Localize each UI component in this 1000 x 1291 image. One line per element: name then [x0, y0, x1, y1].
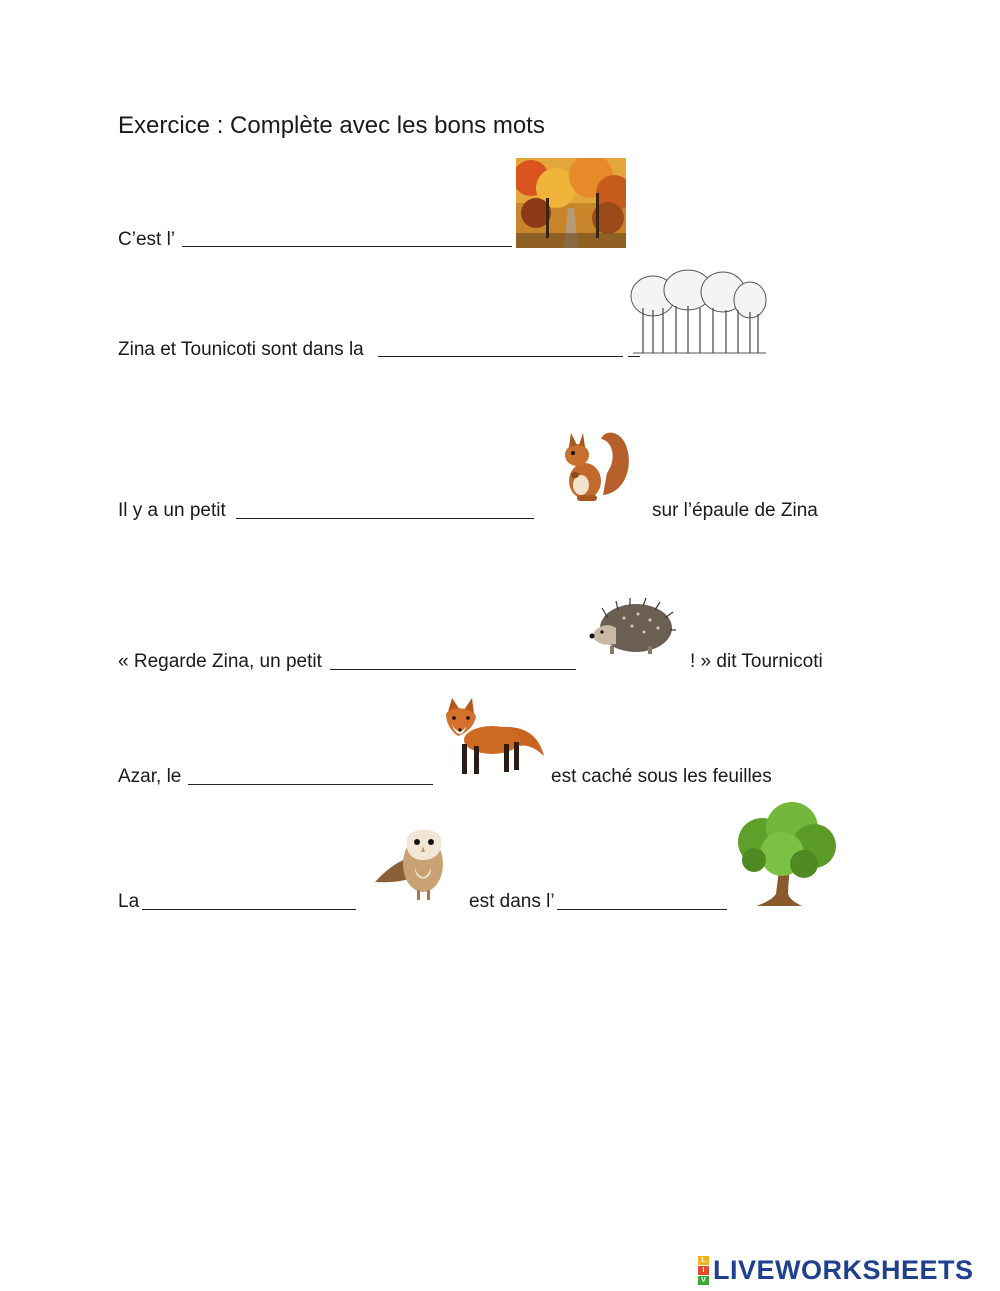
owl-icon	[373, 822, 451, 902]
line-5-after: est caché sous les feuilles	[551, 766, 772, 787]
blank-5[interactable]	[188, 784, 433, 785]
fox-icon	[440, 698, 545, 780]
blank-1[interactable]	[182, 246, 512, 247]
hedgehog-icon	[588, 598, 676, 658]
line-4-after: ! » dit Tournicoti	[690, 651, 823, 672]
exercise-title: Exercice : Complète avec les bons mots	[118, 112, 545, 139]
line-1-text: C’est l’	[118, 229, 176, 250]
line-6-middle: est dans l’	[469, 891, 555, 912]
liveworksheets-logo	[698, 1255, 974, 1285]
autumn-forest-photo-icon	[516, 158, 626, 248]
tree-icon	[732, 802, 840, 910]
blank-4[interactable]	[330, 669, 576, 670]
forest-sketch-icon	[628, 268, 768, 356]
blank-6b[interactable]	[557, 909, 727, 910]
blank-3[interactable]	[236, 518, 534, 519]
blank-2[interactable]	[378, 356, 623, 357]
logo-blocks-icon	[698, 1256, 709, 1285]
line-2-text: Zina et Tounicoti sont dans la	[118, 339, 364, 360]
logo-block-l: L	[698, 1256, 709, 1265]
blank-6a[interactable]	[142, 909, 356, 910]
line-5-text: Azar, le	[118, 766, 182, 787]
squirrel-icon	[555, 425, 635, 505]
line-3-after: sur l’épaule de Zina	[652, 500, 818, 521]
line-4-text: « Regarde Zina, un petit	[118, 651, 322, 672]
logo-block-i: I	[698, 1266, 709, 1275]
logo-block-v: V	[698, 1276, 709, 1285]
blank-2-end	[628, 356, 640, 357]
line-3-text: Il y a un petit	[118, 500, 226, 521]
logo-text: LIVEWORKSHEETS	[713, 1254, 974, 1285]
line-6-text: La	[118, 891, 140, 912]
